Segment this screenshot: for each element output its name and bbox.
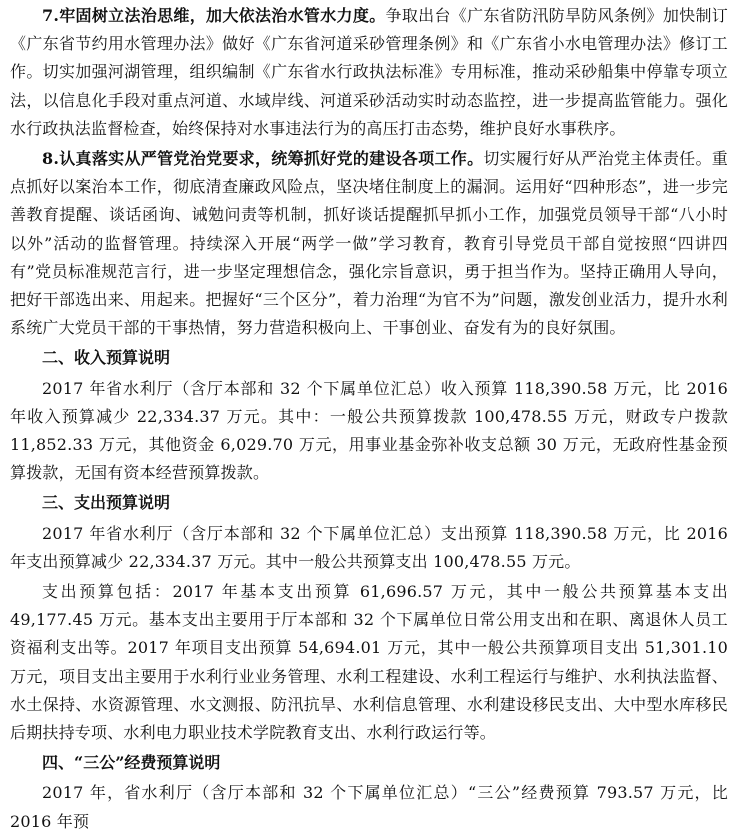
expenditure-paragraph-2: 支出预算包括：2017 年基本支出预算 61,696.57 万元，其中一般公共预算基本支出 49,177.45 万元。基本支出主要用于厅本部和 32 个下属单位日常公用支出和在职、离退休人员工资福利支出等。2017 年项目支出预算 54,694.01 万元，其中一般公共预算项目支出 51,301.10 万元，项目支出主要用于水利行业业务管理、水利工程建设、水利工程运行与维护、水利执法监督、水土保持、水资源管理、水文测报、防汛抗旱、水利信息管理、水利建设移民支出、大中型水库移民后期扶持专项、水利电力职业技术学院教育支出、水利行政运行等。 (10, 582, 728, 743)
income-paragraph: 2017 年省水利厅（含厅本部和 32 个下属单位汇总）收入预算 118,390.58 万元，比 2016 年收入预算减少 22,334.37 万元。其中：一般公共预算拨款 100,478.55 万元，财政专户拨款 11,852.33 万元，其他资金 6,029.70 万元，用事业基金弥补收支总额 30 万元，无政府性基金预算拨款，无国有资本经营预算拨款。 (10, 378, 728, 483)
paragraph-text: 切实履行好从严治党主体责任。重点抓好以案治本工作，彻底清查廉政风险点，坚决堵住制度上的漏洞。运用好“四种形态”，进一步完善教育提醒、谈话函询、诫勉问责等机制，抓好谈话提醒抓早抓小工作，加强党员领导干部“八小时以外”活动的监督管理。持续深入开展“两学一做”学习教育，教育引导党员干部自觉按照“四讲四有”党员标准规范言行，进一步坚定理想信念，强化宗旨意识，勇于担当作为。坚持正确用人导向，把好干部选出来、用起来。把握好“三个区分”，着力治理“为官不为”问题，激发创业活力，提升水利系统广大党员干部的干事热情，努力营造积极向上、干事创业、奋发有为的良好氛围。 (10, 149, 728, 338)
paragraph-item-8 (10, 145, 728, 342)
section-heading-three-public: 四、“三公”经费预算说明 (42, 753, 221, 773)
paragraph-lead: 7.牢固树立法治思维，加大依法治水管水力度。 (42, 6, 386, 25)
paragraph-lead: 8.认真落实从严管党治党要求，统筹抓好党的建设各项工作。 (42, 149, 484, 169)
paragraph-text: 争取出台《广东省防汛防旱防风条例》加快制订《广东省节约用水管理办法》做好《广东省河道采砂管理条例》和《广东省小水电管理办法》修订工作。切实加强河湖管理，组织编制《广东省水行政执法标准》专用标准，推动采砂船集中停靠专项立法，以信息化手段对重点河道、水域岸线、河道采砂活动实时动态监控，进一步提高监管能力。强化水行政执法监督检查，始终保持对水事违法行为的高压打击态势，维护良好水事秩序。 (10, 6, 729, 138)
paragraph-item-7 (10, 2, 728, 143)
section-heading-expenditure: 三、支出预算说明 (42, 493, 171, 513)
section-heading-income: 二、收入预算说明 (42, 348, 171, 368)
expenditure-paragraph-1: 2017 年省水利厅（含厅本部和 32 个下属单位汇总）支出预算 118,390.58 万元，比 2016 年支出预算减少 22,334.37 万元。其中一般公共预算支出 100,478.55 万元。 (10, 523, 728, 571)
three-public-paragraph: 2017 年，省水利厅（含厅本部和 32 个下属单位汇总）“三公”经费预算 793.57 万元，比 2016 年预 (10, 783, 728, 831)
